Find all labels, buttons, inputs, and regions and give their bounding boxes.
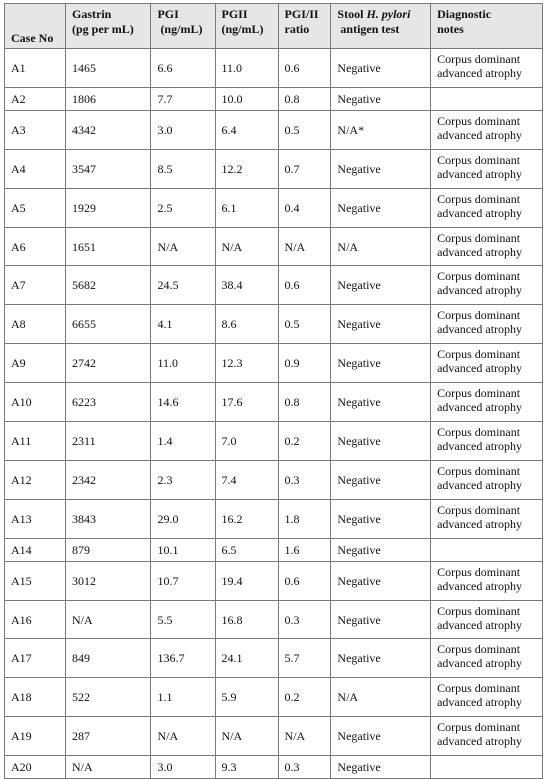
table-row	[5, 383, 543, 422]
diagnostic-notes-line2: advanced atrophy	[437, 477, 523, 492]
header-ratio-line2: ratio	[284, 21, 310, 36]
gastrin-cell: 879	[66, 538, 151, 561]
case-results-table	[4, 3, 543, 779]
header-stool-line1	[337, 7, 425, 22]
stool-test-cell: Negative	[331, 266, 431, 305]
case-no-cell: A19	[5, 717, 66, 756]
header-gastrin	[66, 4, 151, 49]
stool-test-cell: Negative	[331, 561, 431, 600]
gastrin-cell: 2342	[66, 460, 151, 499]
gastrin-cell: 287	[66, 717, 151, 756]
ratio-cell: 0.2	[278, 422, 331, 461]
table-row	[5, 110, 543, 149]
header-notes-line2: notes	[437, 21, 464, 36]
ratio-cell: 0.2	[278, 678, 331, 717]
stool-test-cell: Negative	[331, 639, 431, 678]
diagnostic-notes-cell	[431, 600, 543, 639]
ratio-cell: 0.3	[278, 756, 331, 779]
case-no-cell: A17	[5, 639, 66, 678]
diagnostic-notes-cell	[431, 227, 543, 266]
table-row	[5, 266, 543, 305]
pgii-cell: 10.0	[215, 87, 278, 110]
pgii-cell: 11.0	[215, 49, 278, 88]
diagnostic-notes-line2: advanced atrophy	[437, 695, 523, 710]
ratio-cell: 0.7	[278, 149, 331, 188]
pgii-cell: 12.2	[215, 149, 278, 188]
pgii-cell: 7.4	[215, 460, 278, 499]
case-no-cell: A5	[5, 188, 66, 227]
pgi-cell: 2.5	[151, 188, 215, 227]
diagnostic-notes-line1: Corpus dominant	[437, 152, 521, 167]
header-pgii	[215, 4, 278, 49]
diagnostic-notes-line2: advanced atrophy	[437, 617, 523, 632]
diagnostic-notes-cell	[431, 149, 543, 188]
diagnostic-notes-cell	[431, 756, 543, 779]
pgii-cell: 8.6	[215, 305, 278, 344]
header-ratio	[278, 4, 331, 49]
header-stool-italic: H. pylori	[366, 7, 411, 21]
diagnostic-notes-cell	[431, 499, 543, 538]
header-case-no	[5, 4, 66, 49]
gastrin-cell: 6223	[66, 383, 151, 422]
header-stool-prefix: Stool	[337, 7, 367, 21]
case-no-cell: A7	[5, 266, 66, 305]
diagnostic-notes-cell	[431, 305, 543, 344]
ratio-cell: 0.3	[278, 600, 331, 639]
gastrin-cell: 1651	[66, 227, 151, 266]
diagnostic-notes-line1: Corpus dominant	[437, 564, 521, 579]
table-row	[5, 49, 543, 88]
diagnostic-notes-line2: advanced atrophy	[437, 322, 523, 337]
case-no-cell: A9	[5, 344, 66, 383]
pgii-cell: 16.2	[215, 499, 278, 538]
gastrin-cell: 2742	[66, 344, 151, 383]
diagnostic-notes-cell	[431, 460, 543, 499]
diagnostic-notes-cell	[431, 344, 543, 383]
diagnostic-notes-cell	[431, 188, 543, 227]
table-row	[5, 561, 543, 600]
header-pgii-line2: (ng/mL)	[221, 21, 264, 36]
gastrin-cell: N/A	[66, 756, 151, 779]
ratio-cell: N/A	[278, 717, 331, 756]
header-gastrin-line1: Gastrin	[72, 7, 112, 21]
diagnostic-notes-line2: advanced atrophy	[437, 66, 523, 80]
pgi-cell: 6.6	[151, 49, 215, 88]
stool-test-cell: Negative	[331, 499, 431, 538]
diagnostic-notes-line2: advanced atrophy	[437, 400, 523, 415]
ratio-cell: 0.3	[278, 460, 331, 499]
diagnostic-notes-cell	[431, 717, 543, 756]
pgi-cell: N/A	[151, 227, 215, 266]
diagnostic-notes-cell	[431, 266, 543, 305]
stool-test-cell: Negative	[331, 344, 431, 383]
diagnostic-notes-line1: Corpus dominant	[437, 52, 521, 66]
pgi-cell: 3.0	[151, 756, 215, 779]
pgii-cell: 9.3	[215, 756, 278, 779]
pgi-cell: 24.5	[151, 266, 215, 305]
gastrin-cell: 849	[66, 639, 151, 678]
diagnostic-notes-cell	[431, 639, 543, 678]
case-no-cell: A8	[5, 305, 66, 344]
pgi-cell: 8.5	[151, 149, 215, 188]
pgi-cell: 3.0	[151, 110, 215, 149]
header-pgi	[151, 4, 215, 49]
pgii-cell: 6.1	[215, 188, 278, 227]
case-no-cell: A3	[5, 110, 66, 149]
ratio-cell: 0.6	[278, 561, 331, 600]
pgii-cell: 17.6	[215, 383, 278, 422]
case-no-cell: A13	[5, 499, 66, 538]
table-row	[5, 460, 543, 499]
table-row	[5, 756, 543, 779]
header-ratio-line1: PGI/II	[284, 7, 319, 21]
table-header	[5, 4, 543, 49]
pgii-cell: 38.4	[215, 266, 278, 305]
diagnostic-notes-line1: Corpus dominant	[437, 681, 521, 696]
header-pgi-line2: (ng/mL)	[160, 21, 203, 36]
table-row	[5, 305, 543, 344]
table-body	[5, 49, 543, 779]
diagnostic-notes-line1: Corpus dominant	[437, 230, 521, 245]
table-row	[5, 422, 543, 461]
pgi-cell: 7.7	[151, 87, 215, 110]
header-stool-test	[331, 4, 431, 49]
diagnostic-notes-line2: advanced atrophy	[437, 361, 523, 376]
diagnostic-notes-line2: advanced atrophy	[437, 283, 523, 298]
stool-test-cell: Negative	[331, 49, 431, 88]
stool-test-cell: N/A*	[331, 110, 431, 149]
table-row	[5, 678, 543, 717]
stool-test-cell: Negative	[331, 149, 431, 188]
diagnostic-notes-line1: Corpus dominant	[437, 463, 521, 478]
pgi-cell: 14.6	[151, 383, 215, 422]
gastrin-cell: 522	[66, 678, 151, 717]
case-no-cell: A11	[5, 422, 66, 461]
case-no-cell: A16	[5, 600, 66, 639]
diagnostic-notes-line1: Corpus dominant	[437, 425, 521, 440]
case-no-cell: A12	[5, 460, 66, 499]
gastrin-cell: 3012	[66, 561, 151, 600]
stool-test-cell: Negative	[331, 717, 431, 756]
diagnostic-notes-line2: advanced atrophy	[437, 734, 523, 749]
pgi-cell: 2.3	[151, 460, 215, 499]
pgi-cell: 11.0	[151, 344, 215, 383]
diagnostic-notes-line1: Corpus dominant	[437, 386, 521, 401]
gastrin-cell: 6655	[66, 305, 151, 344]
diagnostic-notes-line1: Corpus dominant	[437, 308, 521, 323]
stool-test-cell: Negative	[331, 756, 431, 779]
pgii-cell: 6.4	[215, 110, 278, 149]
pgii-cell: 19.4	[215, 561, 278, 600]
stool-test-cell: Negative	[331, 600, 431, 639]
stool-test-cell: Negative	[331, 422, 431, 461]
diagnostic-notes-cell	[431, 538, 543, 561]
header-pgi-line1: PGI	[157, 7, 179, 21]
case-no-cell: A6	[5, 227, 66, 266]
diagnostic-notes-line2: advanced atrophy	[437, 516, 523, 531]
table-row	[5, 499, 543, 538]
ratio-cell: 1.8	[278, 499, 331, 538]
table-row	[5, 639, 543, 678]
table-wrapper	[4, 3, 543, 779]
case-no-cell: A14	[5, 538, 66, 561]
pgii-cell: 24.1	[215, 639, 278, 678]
diagnostic-notes-cell	[431, 110, 543, 149]
gastrin-cell: 3547	[66, 149, 151, 188]
stool-test-cell: Negative	[331, 87, 431, 110]
diagnostic-notes-cell	[431, 49, 543, 88]
gastrin-cell: 1465	[66, 49, 151, 88]
stool-test-cell: N/A	[331, 678, 431, 717]
ratio-cell: 1.6	[278, 538, 331, 561]
ratio-cell: 5.7	[278, 639, 331, 678]
gastrin-cell: 2311	[66, 422, 151, 461]
table-row	[5, 149, 543, 188]
diagnostic-notes-cell	[431, 422, 543, 461]
pgi-cell: N/A	[151, 717, 215, 756]
pgi-cell: 4.1	[151, 305, 215, 344]
gastrin-cell: 3843	[66, 499, 151, 538]
gastrin-cell: 1806	[66, 87, 151, 110]
case-no-cell: A1	[5, 49, 66, 88]
ratio-cell: 0.5	[278, 110, 331, 149]
diagnostic-notes-cell	[431, 87, 543, 110]
pgi-cell: 5.5	[151, 600, 215, 639]
diagnostic-notes-line2: advanced atrophy	[437, 578, 523, 593]
header-notes	[431, 4, 543, 49]
diagnostic-notes-line2: advanced atrophy	[437, 439, 523, 454]
pgii-cell: 16.8	[215, 600, 278, 639]
diagnostic-notes-cell	[431, 561, 543, 600]
case-no-cell: A20	[5, 756, 66, 779]
ratio-cell: 0.4	[278, 188, 331, 227]
ratio-cell: 0.6	[278, 266, 331, 305]
diagnostic-notes-line2: advanced atrophy	[437, 656, 523, 671]
pgi-cell: 10.7	[151, 561, 215, 600]
ratio-cell: 0.8	[278, 383, 331, 422]
pgii-cell: N/A	[215, 227, 278, 266]
table-row	[5, 227, 543, 266]
gastrin-cell: 1929	[66, 188, 151, 227]
pgii-cell: 7.0	[215, 422, 278, 461]
ratio-cell: 0.8	[278, 87, 331, 110]
table-row	[5, 600, 543, 639]
gastrin-cell: N/A	[66, 600, 151, 639]
stool-test-cell: N/A	[331, 227, 431, 266]
diagnostic-notes-cell	[431, 678, 543, 717]
header-case-no-text: Case No	[11, 30, 54, 45]
header-pgii-line1: PGII	[221, 7, 248, 21]
table-row	[5, 538, 543, 561]
stool-test-cell: Negative	[331, 188, 431, 227]
ratio-cell: 0.6	[278, 49, 331, 88]
case-no-cell: A2	[5, 87, 66, 110]
diagnostic-notes-line2: advanced atrophy	[437, 166, 523, 181]
stool-test-cell: Negative	[331, 305, 431, 344]
ratio-cell: 0.9	[278, 344, 331, 383]
diagnostic-notes-cell	[431, 383, 543, 422]
diagnostic-notes-line1: Corpus dominant	[437, 269, 521, 284]
gastrin-cell: 4342	[66, 110, 151, 149]
stool-test-cell: Negative	[331, 538, 431, 561]
pgi-cell: 1.1	[151, 678, 215, 717]
ratio-cell: 0.5	[278, 305, 331, 344]
diagnostic-notes-line1: Corpus dominant	[437, 603, 521, 618]
case-no-cell: A4	[5, 149, 66, 188]
table-row	[5, 87, 543, 110]
diagnostic-notes-line1: Corpus dominant	[437, 642, 521, 657]
pgi-cell: 10.1	[151, 538, 215, 561]
header-row	[5, 4, 543, 49]
diagnostic-notes-line2: advanced atrophy	[437, 205, 523, 220]
stool-test-cell: Negative	[331, 460, 431, 499]
diagnostic-notes-line1: Corpus dominant	[437, 191, 521, 206]
diagnostic-notes-line2: advanced atrophy	[437, 244, 523, 259]
header-gastrin-line2: (pg per mL)	[72, 21, 134, 36]
diagnostic-notes-line1: Corpus dominant	[437, 113, 521, 128]
pgii-cell: 12.3	[215, 344, 278, 383]
pgii-cell: N/A	[215, 717, 278, 756]
header-stool-line2: antigen test	[340, 21, 400, 36]
table-row	[5, 717, 543, 756]
diagnostic-notes-line1: Corpus dominant	[437, 347, 521, 362]
ratio-cell: N/A	[278, 227, 331, 266]
diagnostic-notes-line2: advanced atrophy	[437, 127, 523, 142]
case-no-cell: A15	[5, 561, 66, 600]
diagnostic-notes-line1: Corpus dominant	[437, 502, 521, 517]
stool-test-cell: Negative	[331, 383, 431, 422]
pgii-cell: 5.9	[215, 678, 278, 717]
header-notes-line1: Diagnostic	[437, 7, 492, 21]
pgi-cell: 1.4	[151, 422, 215, 461]
diagnostic-notes-line1: Corpus dominant	[437, 720, 521, 735]
gastrin-cell: 5682	[66, 266, 151, 305]
table-row	[5, 188, 543, 227]
case-no-cell: A10	[5, 383, 66, 422]
pgi-cell: 29.0	[151, 499, 215, 538]
pgi-cell: 136.7	[151, 639, 215, 678]
case-no-cell: A18	[5, 678, 66, 717]
pgii-cell: 6.5	[215, 538, 278, 561]
table-row	[5, 344, 543, 383]
